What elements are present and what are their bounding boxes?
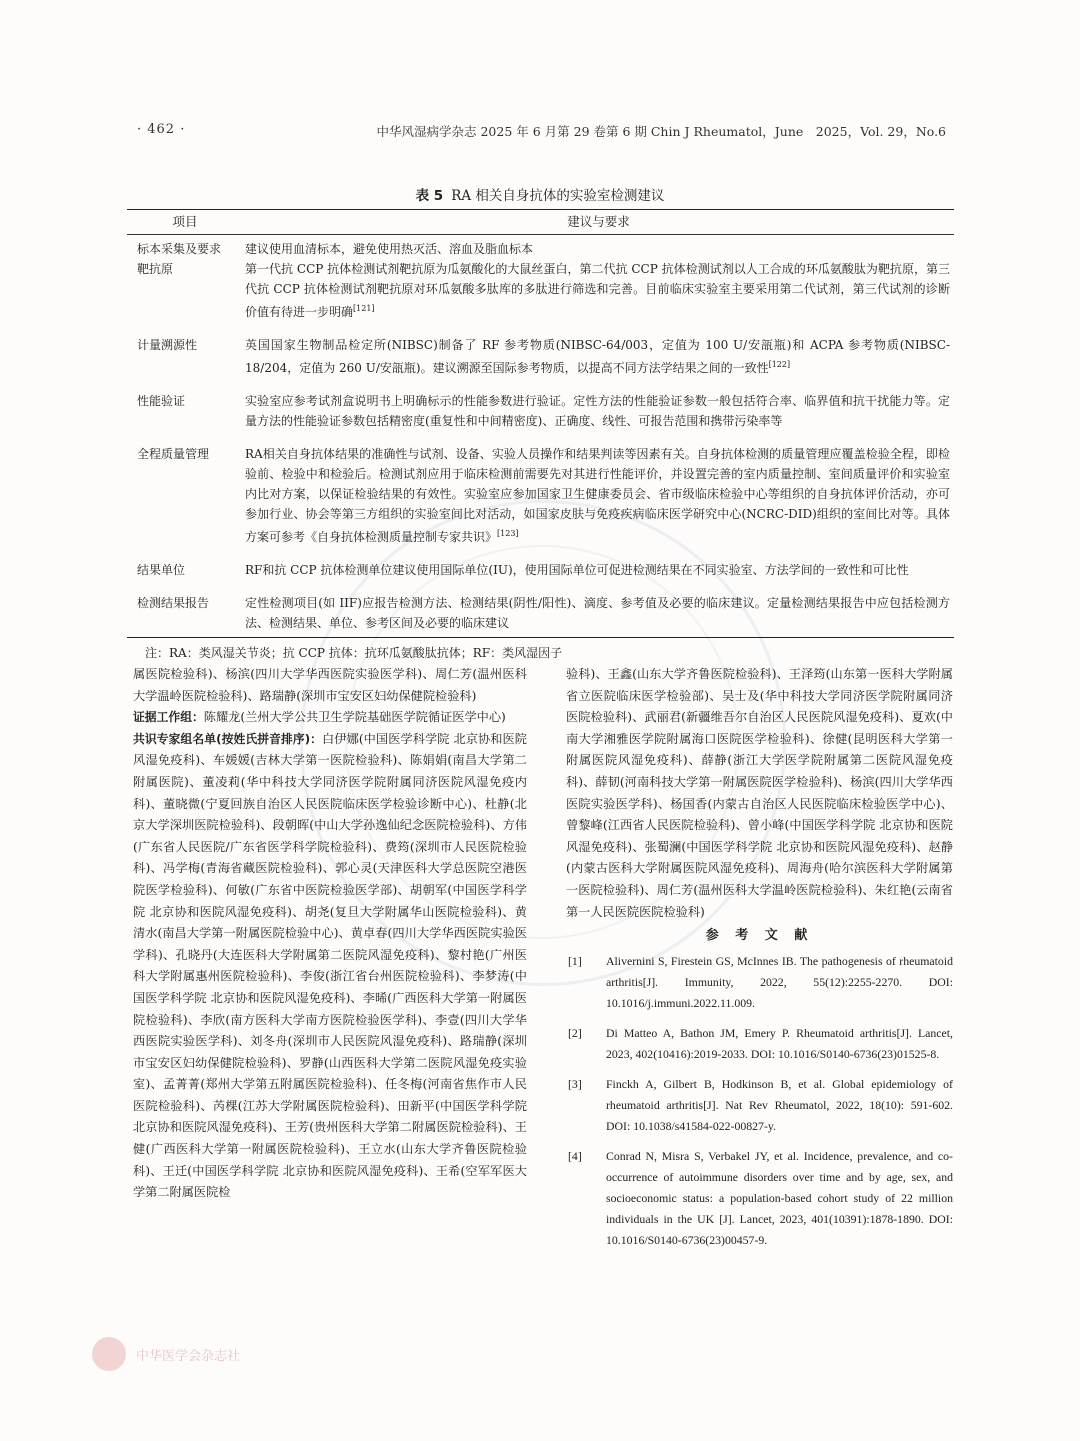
reference-item <box>566 951 953 1014</box>
row-item: 结果单位 <box>137 563 186 577</box>
table-row <box>127 239 954 259</box>
table-note: 注：RA：类风湿关节炎；抗 CCP 抗体：抗环瓜氨酸肽抗体；RF：类风湿因子 <box>145 646 563 660</box>
row-advice: 定性检测项目(如 IIF)应报告检测方法、检测结果(阴性/阳性)、滴度、参考值及必要的临床建议。定量检测结果报告中应包括检测方法、检测结果、单位、参考区间及必要的临床建议 <box>245 596 950 630</box>
paragraph-experts <box>133 729 527 1204</box>
paragraph-experts-continued: 验科)、王鑫(山东大学齐鲁医院检验科)、王泽筠(山东第一医科大学附属省立医院临床医学检验部)、吴士及(华中科技大学同济医学院附属同济医院检验科)、武丽君(新疆维吾尔自治区人民医院风湿免疫科)、夏欢(中南大学湘雅医学院附属海口医院医学检验科)、徐健(昆明医科大学第一附属医院风湿免疫科)、薛静(浙江大学医学院附属第二医院风湿免疫科)、薛韧(河南科技大学第一附属医院医学检验科)、杨滨(四川大学华西医院实验医学科)、杨国香(内蒙古自治区人民医院临床检验医学中心)、曾黎峰(江西省人民医院检验科)、曾小峰(中国医学科学院 北京协和医院风湿免疫科)、张蜀澜(中国医学科学院 北京协和医院风湿免疫科)、赵静(内蒙古医科大学附属医院风湿免疫科)、周海舟(哈尔滨医科大学附属第一医院检验科)、周仁芳(温州医科大学温岭医院检验科)、朱红艳(云南省第一人民医院医院检验科) <box>566 667 953 919</box>
table-row <box>127 259 954 322</box>
reference-number: [3] <box>568 1076 582 1091</box>
publisher-footer <box>92 1334 240 1374</box>
reference-item <box>566 1023 953 1065</box>
table-label: 表 5 <box>415 188 444 204</box>
table-header-rule <box>127 234 954 235</box>
table-row <box>127 391 954 431</box>
experts-label: 共识专家组名单(按姓氏拼音排序)： <box>133 731 323 746</box>
row-advice: RA相关自身抗体结果的准确性与试剂、设备、实验人员操作和结果判读等因素有关。自身抗体检测的质量管理应覆盖检验全程，即检验前、检验中和检验后。检测试剂应用于临床检测前需要先对其进行性能评价，并设置完善的室内质量控制、室间质量评价和实验室内比对方案，以保证检验结果的有效性。实验室应参加国家卫生健康委员会、省市级临床检验中心等组织的自身抗体评价活动，亦可参加行业、协会等第三方组织的实验室间比对活动，如国家皮肤与免疫疾病临床医学研究中心(NCRC-DID)组织的室间比对等。具体方案可参考《自身抗体检测质量控制专家共识》[123] <box>245 447 950 544</box>
paragraph-evidence <box>133 707 527 729</box>
table-caption <box>0 184 1080 204</box>
header-item: 项目 <box>172 214 198 229</box>
evidence-text: 陈耀龙(兰州大学公共卫生学院基础医学院循证医学中心) <box>203 710 506 725</box>
row-item: 标本采集及要求 <box>137 242 222 256</box>
reference-item <box>566 1074 953 1137</box>
references-heading: 参 考 文 献 <box>705 928 814 944</box>
right-column <box>566 664 953 1260</box>
publisher-name: 中华医学会杂志社 <box>136 1348 241 1364</box>
table-row <box>127 335 954 378</box>
reference-number: [2] <box>568 1025 582 1040</box>
header-advice: 建议与要求 <box>567 214 630 229</box>
page-number: · 462 · <box>137 122 186 137</box>
running-header <box>137 122 946 142</box>
reference-number: [4] <box>568 1148 582 1163</box>
row-advice: 实验室应参考试剂盒说明书上明确标示的性能参数进行验证。定性方法的性能验证参数一般包括符合率、临界值和抗干扰能力等。定量方法的性能验证参数包括精密度(重复性和中间精密度)、正确度、线性、可报告范围和携带污染率等 <box>245 394 950 428</box>
reference-text: Alivernini S, Firestein GS, McInnes IB. The pathogenesis of rheumatoid arthritis[J]. Immunity, 2022, 55(12):2255-2270. DOI: 10.1016/j.immuni.2022.11.009. <box>606 953 953 1010</box>
row-advice: 第一代抗 CCP 抗体检测试剂靶抗原为瓜氨酸化的大鼠丝蛋白，第二代抗 CCP 抗体检测试剂以人工合成的环瓜氨酸肽为靶抗原，第三代抗 CCP 抗体检测试剂靶抗原对环瓜氨酸多肽库的多肽进行筛选和完善。目前临床实验室主要采用第二代试剂，第三代试剂的诊断价值有待进一步明确[121] <box>245 262 950 319</box>
publisher-seal-icon <box>92 1337 126 1371</box>
row-item: 靶抗原 <box>137 262 174 276</box>
experts-text: 白伊娜(中国医学科学院 北京协和医院风湿免疫科)、车媛媛(吉林大学第一医院检验科)、陈娟娟(南昌大学第二附属医院)、董凌莉(华中科技大学同济医学院附属同济医院风湿免疫内科)、董晓微(宁夏回族自治区人民医院临床医学检验诊断中心)、杜静(北京大学深圳医院检验科)、段朝晖(中山大学孙逸仙纪念医院检验科)、方伟(广东省人民医院/广东省医学科学院检验科)、费筠(深圳市人民医院检验科)、冯学梅(青海省藏医院检验科)、郭心灵(天津医科大学总医院空港医院医学检验科)、何敏(广东省中医院检验医学部)、胡朝军(中国医学科学院 北京协和医院风湿免疫科)、胡尧(复旦大学附属华山医院检验科)、黄清水(南昌大学第一附属医院检验中心)、黄卓春(四川大学华西医院实验医学科)、孔晓丹(大连医科大学附属第二医院风湿免疫科)、黎村艳(广州医科大学附属惠州医院检验科)、李俊(浙江省台州医院检验科)、李梦涛(中国医学科学院 北京协和医院风湿免疫科)、李晞(广西医科大学第一附属医院检验科)、李欣(南方医科大学南方医院检验医学科)、李壹(四川大学华西医院实验医学科)、刘冬舟(深圳市人民医院风湿免疫科)、路瑞静(深圳市宝安区妇幼保健院检验科)、罗静(山西医科大学第二医院风湿免疫实验室)、孟菁菁(郑州大学第五附属医院检验科)、任冬梅(河南省焦作市人民医院检验科)、芮棵(江苏大学附属医院检验科)、田新平(中国医学科学院 北京协和医院风湿免疫科)、王芳(贵州医科大学第二附属医院检验科)、王健(广西医科大学第一附属医院检验科)、王立水(山东大学齐鲁医院检验科)、王迁(中国医学科学院 北京协和医院风湿免疫科)、王希(空军军医大学第二附属医院检 <box>133 731 527 1200</box>
table-row <box>127 560 954 580</box>
citation-marker: [123] <box>497 529 519 538</box>
row-advice: 建议使用血清标本，避免使用热灭活、溶血及脂血标本 <box>245 242 534 256</box>
row-advice: 英国国家生物制品检定所(NIBSC)制备了 RF 参考物质(NIBSC-64/003，定值为 100 U/安瓿瓶)和 ACPA 参考物质(NIBSC-18/204，定值为 260 U/安瓿瓶)。建议溯源至国际参考物质，以提高不同方法学结果之间的一致性[122] <box>245 338 950 375</box>
reference-text: Finckh A, Gilbert B, Hodkinson B, et al. Global epidemiology of rheumatoid arthritis[J]. Nat Rev Rheumatol, 2022, 18(10): 591-602. DOI: 10.1038/s41584-022-00827-y. <box>606 1076 953 1133</box>
table-row <box>127 593 954 633</box>
row-item: 全程质量管理 <box>137 447 210 461</box>
row-item: 计量溯源性 <box>137 338 198 352</box>
left-column <box>133 664 527 1204</box>
table-bottom-rule <box>127 637 954 638</box>
paragraph-intro: 属医院检验科)、杨滨(四川大学华西医院实验医学科)、周仁芳(温州医科大学温岭医院检验科)、路瑞静(深圳市宝安区妇幼保健院检验科) <box>133 667 527 703</box>
table-row <box>127 444 954 547</box>
reference-item <box>566 1146 953 1251</box>
row-item: 性能验证 <box>137 394 186 408</box>
journal-citation: 中华风湿病学杂志 2025 年 6 月第 29 卷第 6 期 Chin J Rheumatol，June 2025，Vol. 29，No.6 <box>376 124 946 139</box>
table-header-row <box>127 210 954 234</box>
evidence-label: 证据工作组： <box>133 710 204 725</box>
reference-number: [1] <box>568 953 582 968</box>
table-title: RA 相关自身抗体的实验室检测建议 <box>451 188 665 204</box>
recommendation-table <box>127 209 954 661</box>
row-advice: RF和抗 CCP 抗体检测单位建议使用国际单位(IU)，使用国际单位可促进检测结果在不同实验室、方法学间的一致性和可比性 <box>245 563 909 577</box>
reference-text: Conrad N, Misra S, Verbakel JY, et al. Incidence, prevalence, and co-occurrence of autoimmune disorders over time and by age, sex, and socioeconomic status: a population-based cohort study of 22 million individuals in the UK [J]. Lancet, 2023, 401(10391):1878-1890. DOI: 10.1016/S0140-6736(23)00457-9. <box>606 1148 953 1247</box>
citation-marker: [121] <box>353 304 375 313</box>
reference-text: Di Matteo A, Bathon JM, Emery P. Rheumatoid arthritis[J]. Lancet, 2023, 402(10416):2019-2033. DOI: 10.1016/S0140-6736(23)01525-8. <box>606 1025 953 1061</box>
citation-marker: [122] <box>768 360 791 369</box>
row-item: 检测结果报告 <box>137 596 210 610</box>
